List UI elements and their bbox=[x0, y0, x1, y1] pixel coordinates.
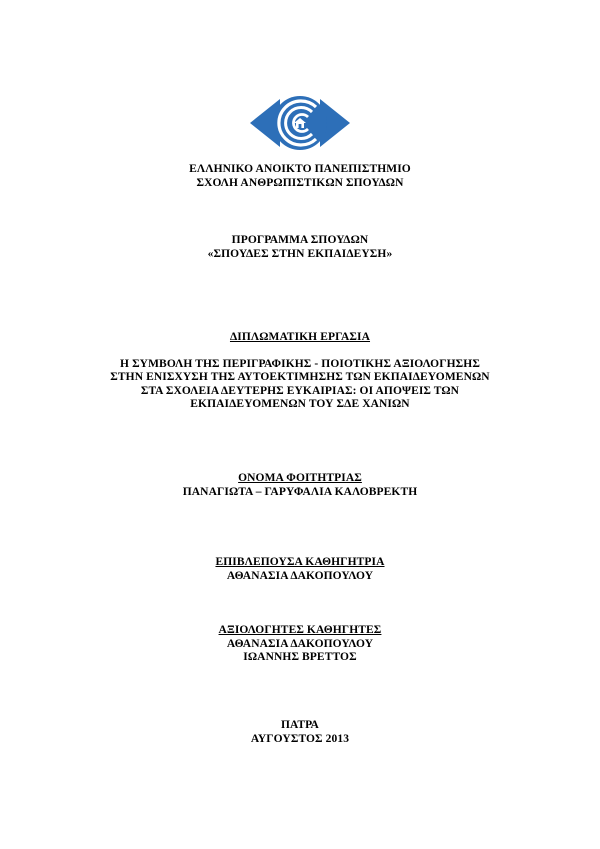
student-name: ΠΑΝΑΓΙΩΤΑ – ΓΑΡΥΦΑΛΙΑ ΚΑΛΟΒΡΕΚΤΗ bbox=[182, 485, 418, 498]
place-date-block bbox=[0, 719, 600, 746]
program-name: «ΣΠΟΥΔΕΣ ΣΤΗΝ ΕΚΠΑΙΔΕΥΣΗ» bbox=[207, 247, 393, 260]
student-block bbox=[0, 472, 600, 499]
thesis-heading: ΔΙΠΛΩΜΑΤΙΚΗ ΕΡΓΑΣΙΑ bbox=[229, 331, 371, 343]
evaluators-block bbox=[0, 624, 600, 665]
program-block bbox=[0, 234, 600, 261]
thesis-title-line-4: ΕΚΠΑΙΔΕΥΟΜΕΝΩΝ ΤΟΥ ΣΔΕ ΧΑΝΙΩΝ bbox=[190, 398, 410, 410]
thesis-block bbox=[0, 331, 600, 412]
date: ΑΥΓΟΥΣΤΟΣ 2013 bbox=[250, 732, 350, 745]
evaluator-name-1: ΑΘΑΝΑΣΙΑ ΔΑΚΟΠΟΥΛΟΥ bbox=[226, 637, 374, 650]
university-logo-icon bbox=[250, 93, 350, 153]
spacer bbox=[0, 345, 600, 358]
university-name: ΕΛΛΗΝΙΚΟ ΑΝΟΙΚΤΟ ΠΑΝΕΠΙΣΤΗΜΙΟ bbox=[189, 163, 411, 175]
evaluator-name-2: ΙΩΑΝΝΗΣ ΒΡΕΤΤΟΣ bbox=[243, 651, 357, 663]
supervisor-name: ΑΘΑΝΑΣΙΑ ΔΑΚΟΠΟΥΛΟΥ bbox=[226, 569, 374, 582]
supervisor-heading: ΕΠΙΒΛΕΠΟΥΣΑ ΚΑΘΗΓΗΤΡΙΑ bbox=[215, 556, 385, 568]
school-name: ΣΧΟΛΗ ΑΝΘΡΩΠΙΣΤΙΚΩΝ ΣΠΟΥΔΩΝ bbox=[196, 176, 404, 189]
evaluators-heading: ΑΞΙΟΛΟΓΗΤΕΣ ΚΑΘΗΓΗΤΕΣ bbox=[218, 624, 382, 636]
program-heading: ΠΡΟΓΡΑΜΜΑ ΣΠΟΥΔΩΝ bbox=[231, 234, 369, 246]
supervisor-block bbox=[0, 556, 600, 583]
thesis-title-line-3: ΣΤΑ ΣΧΟΛΕΙΑ ΔΕΥΤΕΡΗΣ ΕΥΚΑΙΡΙΑΣ: ΟΙ ΑΠΟΨΕΙΣ ΤΩΝ bbox=[140, 384, 460, 397]
student-heading: ΟΝΟΜΑ ΦΟΙΤΗΤΡΙΑΣ bbox=[238, 472, 362, 484]
university-block bbox=[0, 163, 600, 190]
thesis-title-line-2: ΣΤΗΝ ΕΝΙΣΧΥΣΗ ΤΗΣ ΑΥΤΟΕΚΤΙΜΗΣΗΣ ΤΩΝ ΕΚΠΑΙΔΕΥΟΜΕΝΩΝ bbox=[110, 371, 490, 383]
thesis-title-line-1: Η ΣΥΜΒΟΛΗ ΤΗΣ ΠΕΡΙΓΡΑΦΙΚΗΣ - ΠΟΙΟΤΙΚΗΣ ΑΞΙΟΛΟΓΗΣΗΣ bbox=[120, 357, 480, 370]
city: ΠΑΤΡΑ bbox=[281, 719, 319, 731]
